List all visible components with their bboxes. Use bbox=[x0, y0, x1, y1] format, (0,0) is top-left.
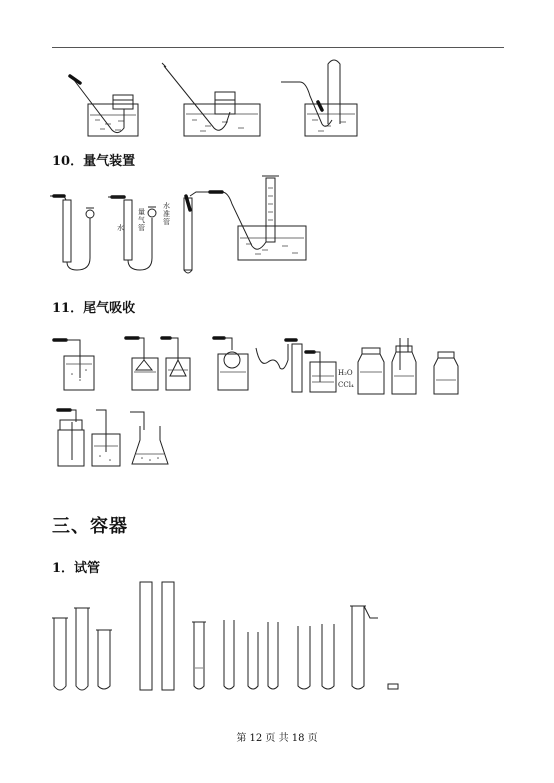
label-ccl4: CCl₄ bbox=[338, 381, 354, 389]
figure-gas-measure-1 bbox=[50, 196, 94, 270]
label-h2o: H₂O bbox=[338, 369, 353, 377]
figure-tail-gas-1 bbox=[54, 340, 94, 390]
figure-gas-measure-2 bbox=[108, 197, 170, 270]
figure-tail-gas-5 bbox=[358, 338, 458, 394]
label-level-tube: 水准管 bbox=[163, 202, 170, 226]
figure-tail-gas-7 bbox=[130, 412, 168, 464]
section-gas-measure-title: 10．量气装置 bbox=[52, 154, 136, 169]
section-containers-heading: 三、容器 bbox=[52, 516, 128, 537]
figure-tail-gas-3 bbox=[214, 338, 302, 392]
label-water: 水 bbox=[117, 224, 124, 232]
section-tail-gas-title: 11．尾气吸收 bbox=[52, 301, 136, 316]
figure-test-tubes bbox=[52, 582, 398, 690]
figure-tail-gas-6 bbox=[58, 410, 120, 466]
figure-gas-measure-3 bbox=[184, 176, 306, 273]
figure-tail-gas-4 bbox=[306, 352, 354, 392]
section-test-tube-title: 1．试管 bbox=[52, 561, 101, 576]
figure-gas-collection-3 bbox=[281, 60, 357, 136]
label-gas-tube: 量气管 bbox=[138, 208, 145, 232]
figure-gas-collection-2 bbox=[162, 63, 260, 136]
page-footer: 第 12 页 共 18 页 bbox=[236, 733, 318, 744]
figure-gas-collection-1 bbox=[70, 76, 138, 136]
figure-tail-gas-2 bbox=[126, 338, 190, 390]
